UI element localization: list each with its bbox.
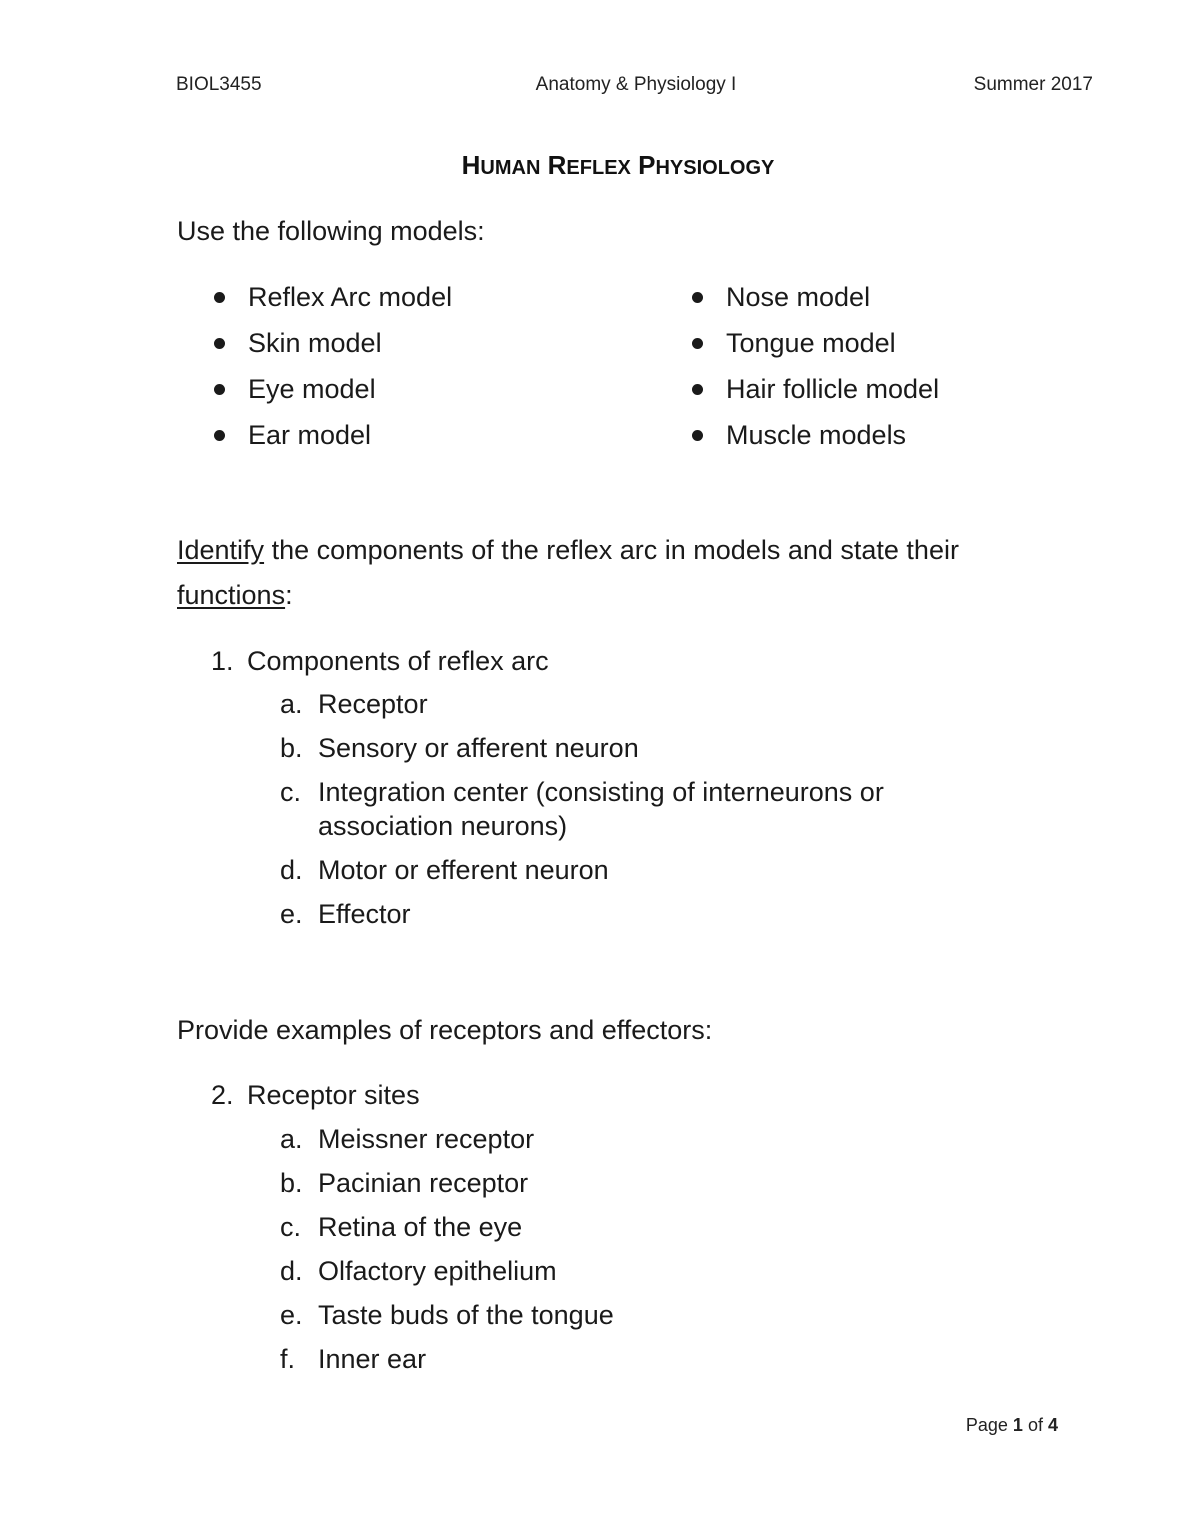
page-number: Page 1 of 4	[965, 1415, 1058, 1435]
list-item: Ear model	[212, 418, 452, 464]
list-item: Tongue model	[690, 326, 939, 372]
list-item: b. Pacinian receptor	[280, 1168, 529, 1198]
numbered-item-1: 1. Components of reflex arc	[211, 646, 549, 676]
list-item: f. Inner ear	[280, 1344, 427, 1374]
bullet-icon	[214, 292, 225, 303]
bullet-icon	[214, 338, 225, 349]
list-item: Muscle models	[690, 418, 939, 464]
models-list-left	[212, 280, 452, 464]
receptor-sites-sublist	[280, 1122, 998, 1386]
list-item: d. Motor or efferent neuron	[280, 855, 609, 885]
list-item: a. Receptor	[280, 689, 428, 719]
components-sublist	[280, 687, 998, 941]
list-item: Reflex Arc model	[212, 280, 452, 326]
list-item: c. Retina of the eye	[280, 1212, 523, 1242]
numbered-item-2: 2. Receptor sites	[211, 1080, 420, 1110]
list-item: d. Olfactory epithelium	[280, 1256, 557, 1286]
functions-keyword: functions	[177, 580, 286, 610]
bullet-icon	[692, 338, 703, 349]
list-item: e. Taste buds of the tongue	[280, 1300, 614, 1330]
bullet-icon	[692, 384, 703, 395]
list-item: Hair follicle model	[690, 372, 939, 418]
examples-instruction: Provide examples of receptors and effectors:	[177, 1015, 713, 1045]
list-item: Eye model	[212, 372, 452, 418]
title-initial-1: H	[461, 150, 481, 180]
bullet-icon	[214, 430, 225, 441]
bullet-icon	[692, 292, 703, 303]
title-rest-1: UMAN	[480, 157, 541, 179]
models-list-right	[690, 280, 939, 464]
title-rest-2: EFLEX	[566, 157, 631, 179]
title-initial-3: P	[638, 150, 656, 180]
intro-text: Use the following models:	[177, 216, 485, 246]
title-initial-2: R	[547, 150, 567, 180]
identify-instruction: Identify the components of the reflex arc in models and state their	[177, 535, 959, 565]
bullet-icon	[692, 430, 703, 441]
list-item: b. Sensory or afferent neuron	[280, 733, 639, 763]
list-item: a. Meissner receptor	[280, 1124, 535, 1154]
identify-instruction-cont: functions:	[177, 580, 293, 610]
header-course-title: Anatomy & Physiology I	[535, 74, 737, 95]
header-course-code: BIOL3455	[176, 74, 262, 95]
bullet-icon	[214, 384, 225, 395]
page-title	[0, 150, 1200, 181]
identify-keyword: Identify	[177, 535, 265, 565]
header-term: Summer 2017	[973, 74, 1093, 95]
list-item: Nose model	[690, 280, 939, 326]
list-item: e. Effector	[280, 899, 411, 929]
list-item: Skin model	[212, 326, 452, 372]
list-item: c. Integration center (consisting of interneurons or association neurons)	[280, 777, 884, 841]
title-rest-3: HYSIOLOGY	[655, 157, 775, 179]
